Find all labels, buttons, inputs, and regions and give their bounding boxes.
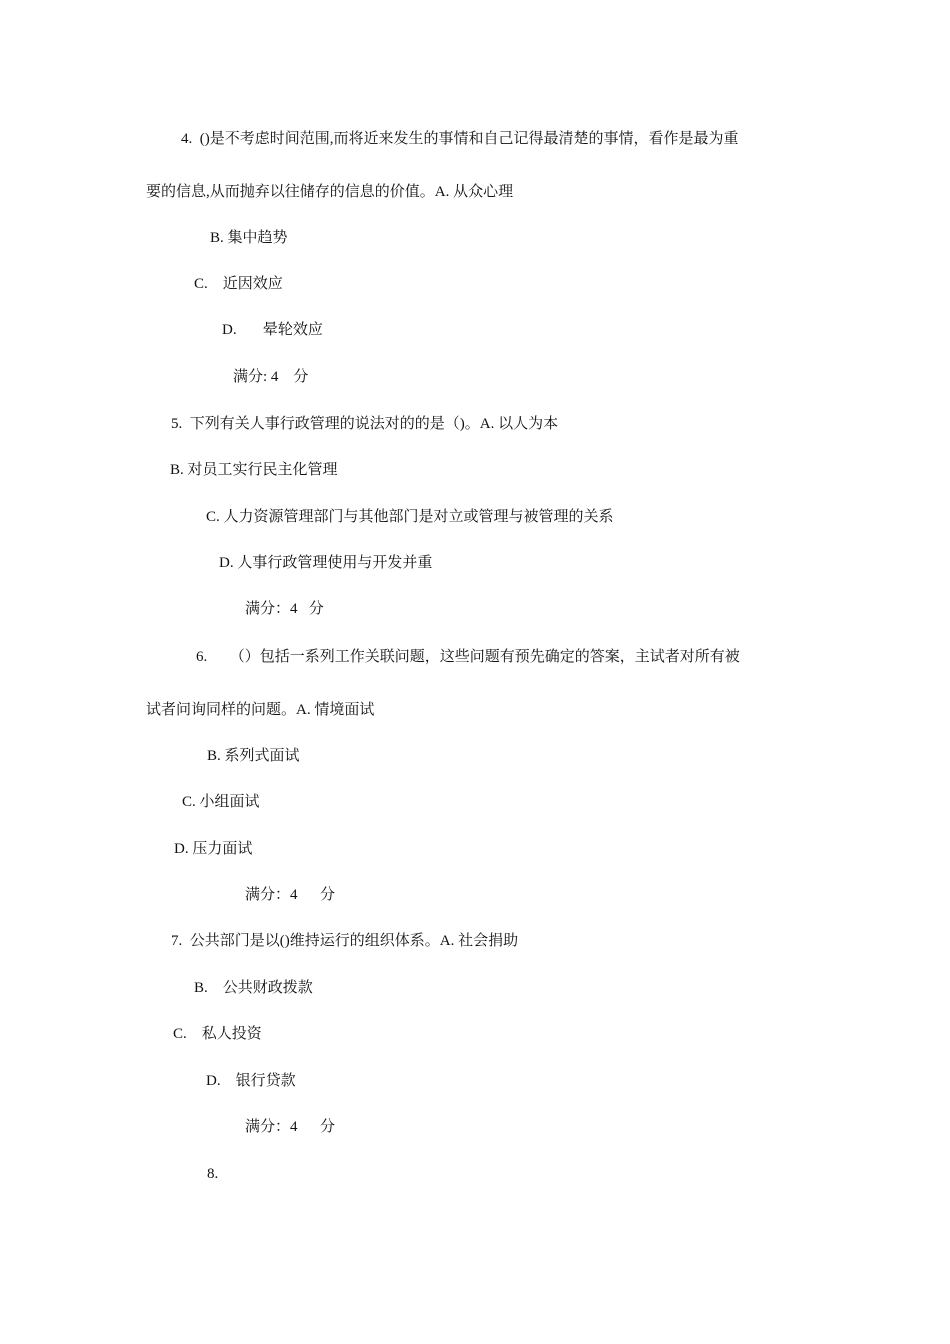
q4-option-b: B. 集中趋势 bbox=[210, 230, 288, 246]
q6-stem-line-2: 试者问询同样的问题。A. 情境面试 bbox=[146, 702, 375, 718]
q5-option-c: C. 人力资源管理部门与其他部门是对立或管理与被管理的关系 bbox=[206, 509, 614, 525]
q5-option-b: B. 对员工实行民主化管理 bbox=[170, 462, 338, 478]
q4-score: 满分: 4 分 bbox=[233, 369, 309, 385]
q7-option-c: C. 私人投资 bbox=[173, 1026, 262, 1042]
q6-score: 满分：4 分 bbox=[245, 887, 336, 903]
q5-score: 满分：4 分 bbox=[245, 601, 324, 617]
q4-stem-line-2: 要的信息,从而抛弃以往储存的信息的价值。A. 从众心理 bbox=[146, 184, 514, 200]
q7-stem: 7. 公共部门是以()维持运行的组织体系。A. 社会捐助 bbox=[171, 933, 519, 949]
q4-stem-line-1: 4. ()是不考虑时间范围,而将近来发生的事情和自己记得最清楚的事情，看作是最为重 bbox=[181, 131, 739, 147]
q5-option-d: D. 人事行政管理使用与开发并重 bbox=[219, 555, 433, 571]
q6-option-b: B. 系列式面试 bbox=[207, 748, 300, 764]
q4-option-d: D. 晕轮效应 bbox=[222, 322, 323, 338]
q8-number: 8. bbox=[207, 1166, 219, 1182]
q7-score: 满分：4 分 bbox=[245, 1119, 336, 1135]
q6-option-c: C. 小组面试 bbox=[182, 794, 260, 810]
q6-option-d: D. 压力面试 bbox=[174, 841, 253, 857]
q7-option-d: D. 银行贷款 bbox=[206, 1073, 296, 1089]
q7-option-b: B. 公共财政拨款 bbox=[194, 980, 313, 996]
q6-stem-line-1: 6. （）包括一系列工作关联问题，这些问题有预先确定的答案，主试者对所有被 bbox=[196, 649, 740, 665]
q5-stem: 5. 下列有关人事行政管理的说法对的的是（)。A. 以人为本 bbox=[171, 416, 559, 432]
q4-option-c: C. 近因效应 bbox=[194, 276, 283, 292]
